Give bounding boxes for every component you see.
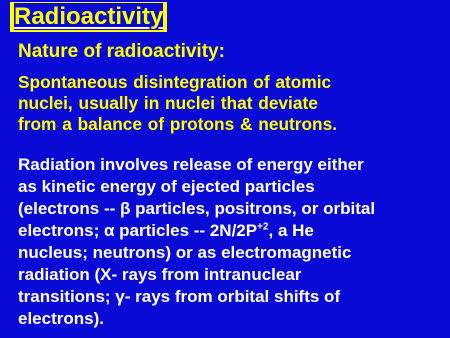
- body-line: (electrons -- β particles, positrons, or orbital: [18, 199, 376, 218]
- slide-title-text: Radioactivity: [14, 3, 164, 30]
- definition-line: nuclei, usually in nuclei that deviate: [18, 93, 318, 113]
- body-line-text: electrons; α particles -- 2N/2P: [18, 221, 258, 240]
- body-line: electrons).: [18, 309, 104, 328]
- slide-subtitle: Nature of radioactivity:: [18, 41, 225, 62]
- body-paragraph: [18, 154, 448, 330]
- body-line: [18, 220, 448, 242]
- definition-line: from a balance of protons & neutrons.: [18, 114, 338, 134]
- body-line: Radiation involves release of energy either: [18, 155, 364, 174]
- charge-superscript: +2: [257, 221, 269, 233]
- body-line: radiation (X- rays from intranuclear: [18, 265, 302, 284]
- body-line: transitions; γ- rays from orbital shifts of: [18, 287, 341, 306]
- definition-paragraph: [18, 72, 446, 135]
- body-line: nucleus; neutrons) or as electromagnetic: [18, 243, 352, 262]
- slide-title: [10, 2, 167, 32]
- body-line-text: , a He: [268, 221, 314, 240]
- body-line: as kinetic energy of ejected particles: [18, 177, 315, 196]
- definition-line: Spontaneous disintegration of atomic: [18, 72, 332, 92]
